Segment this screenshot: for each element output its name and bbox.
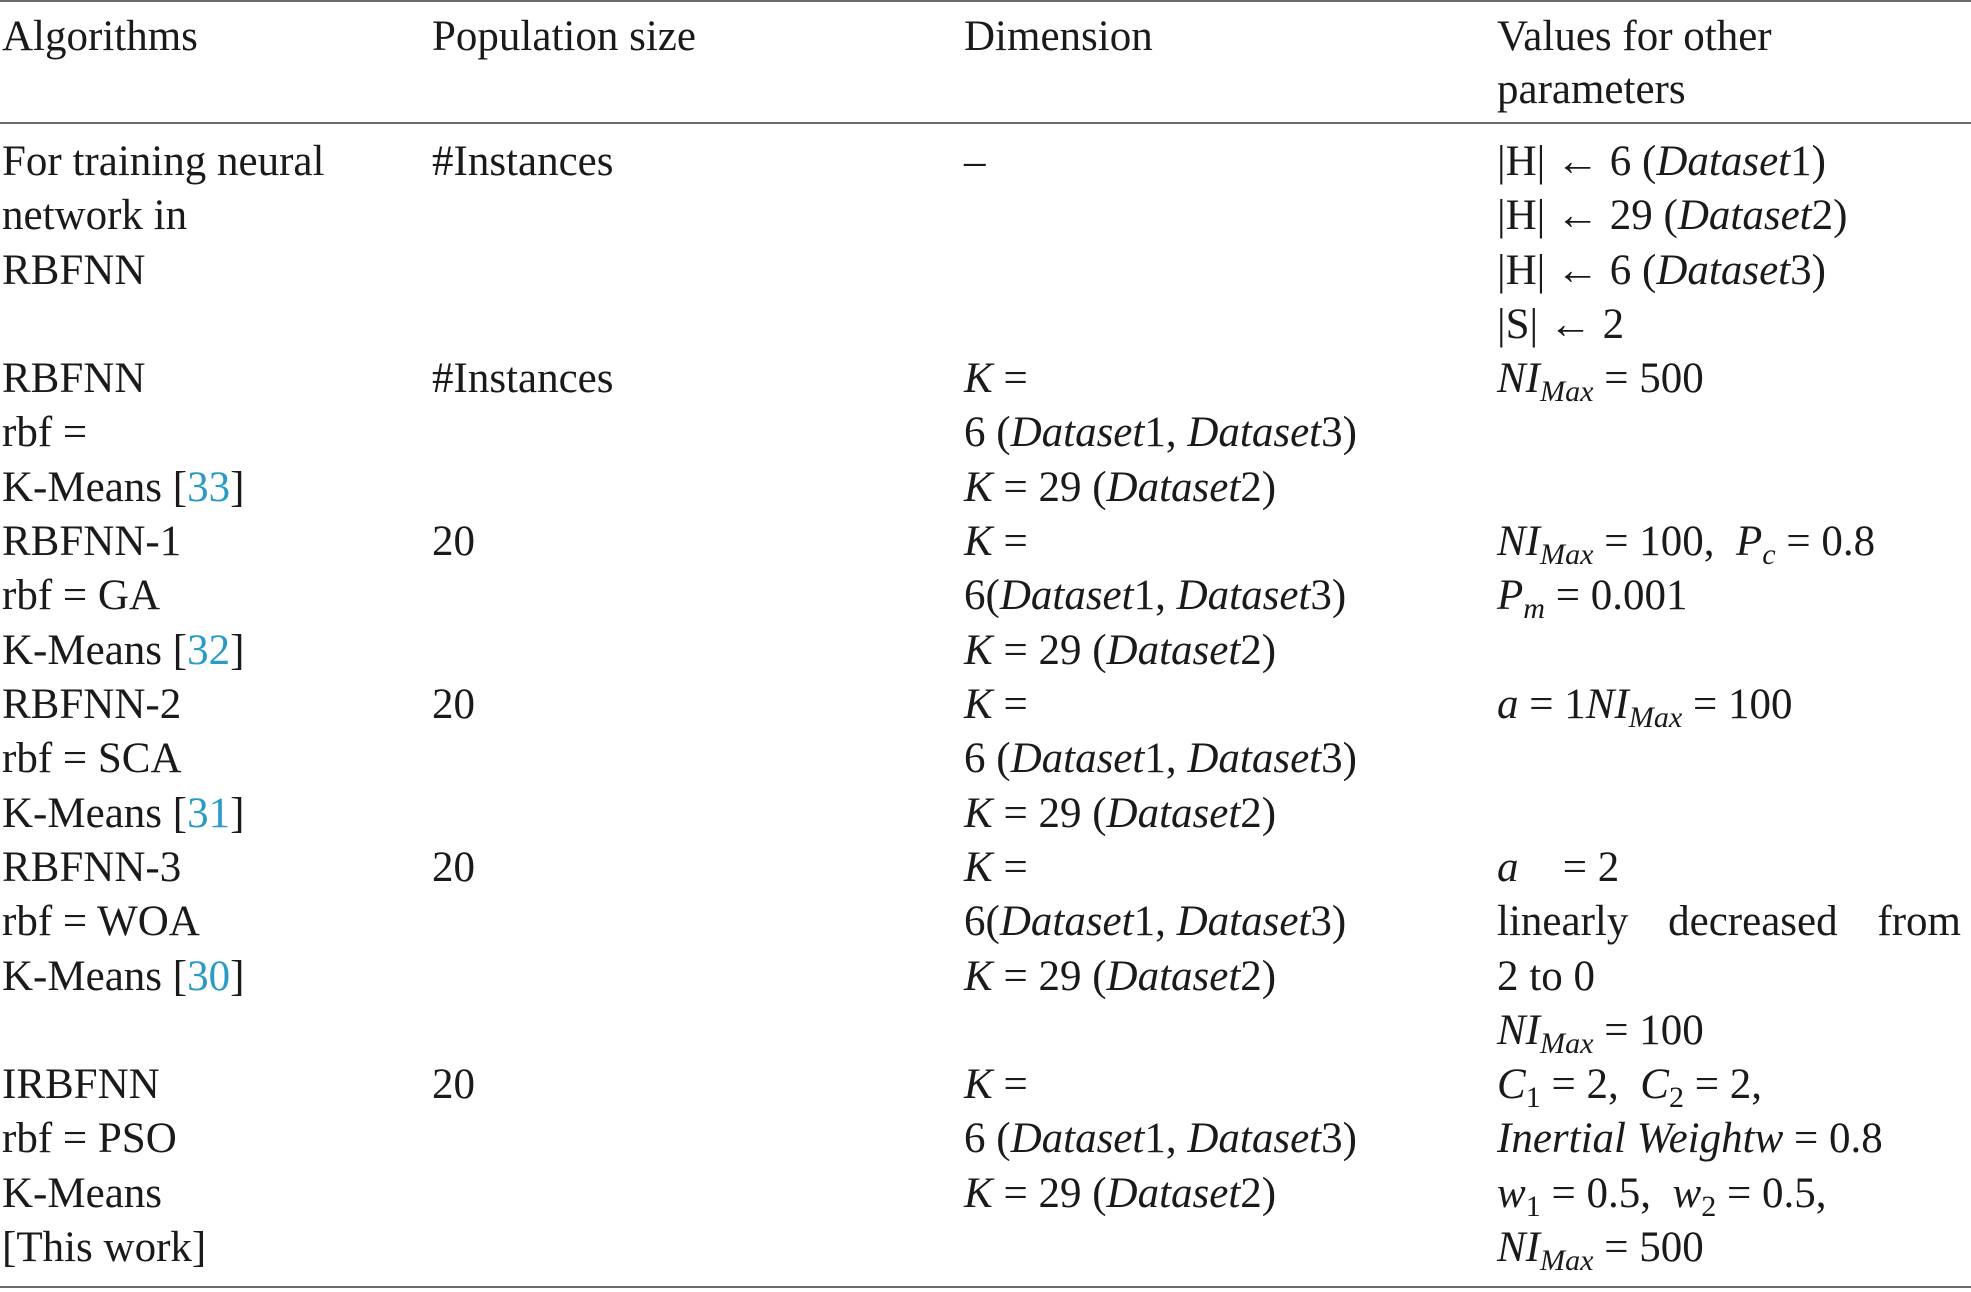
table-top-rule (0, 0, 1971, 2)
alg-line: rbf = PSO (2, 1115, 177, 1163)
alg-line: [This work] (2, 1224, 207, 1272)
population-value: #Instances (432, 138, 614, 185)
dimension-cell: K = 6 (Dataset1, Dataset3) K = 29 (Dataset2) (964, 681, 1357, 837)
values-cell: |H| ← 6 (Dataset1) |H| ← 29 (Dataset2) |H| ← 6 (Dataset3) |S| ← 2 (1497, 138, 1848, 349)
header-values-line1: Values for other (1497, 13, 1772, 60)
citation-link[interactable]: 30 (187, 952, 231, 1000)
alg-line: RBFNN-3 (2, 844, 182, 891)
values-cell: $C_1 = 2$, $C_2 = 2$, Inertial Weightw = 0.8 $w_1 = 0.5$, $w_2 = 0.5$, $NI_{Max} = 500$ (1497, 1061, 1883, 1278)
values-cell: $a = 1NI_{Max} = 100$ (1497, 681, 1793, 735)
dimension-cell: K = 6(Dataset1, Dataset3) K = 29 (Dataset2) (964, 844, 1347, 1000)
dimension-dash: – (964, 138, 986, 185)
population-value: 20 (432, 844, 475, 891)
header-population-size: Population size (432, 13, 696, 60)
alg-line: RBFNN-1 (2, 518, 182, 565)
table-bottom-rule (0, 1286, 1971, 1288)
dimension-cell: K = 6(Dataset1, Dataset3) K = 29 (Dataset2) (964, 518, 1347, 674)
alg-line: For training neural (2, 138, 325, 185)
citation-link[interactable]: 32 (187, 626, 231, 674)
alg-line: rbf = (2, 409, 88, 457)
citation-link[interactable]: 31 (187, 789, 231, 837)
header-dimension: Dimension (964, 13, 1153, 60)
citation-link[interactable]: 33 (187, 463, 231, 511)
alg-line: RBFNN-2 (2, 681, 182, 728)
header-values-line2: parameters (1497, 66, 1686, 113)
values-cell: $NI_{Max} = 500$ (1497, 355, 1704, 409)
population-value: 20 (432, 681, 475, 728)
dimension-cell: K = 6 (Dataset1, Dataset3) K = 29 (Dataset2) (964, 1061, 1357, 1217)
values-cell: a⃗ = 2 linearly decreased from 2 to 0 $NI_{Max} = 100$ (1497, 844, 1961, 1061)
population-value: #Instances (432, 355, 614, 402)
alg-line: rbf = SCA (2, 735, 182, 783)
values-cell: $NI_{Max} = 100$, $P_c = 0.8$ $P_m = 0.001$ (1497, 518, 1876, 626)
alg-line: rbf = GA (2, 572, 160, 620)
table-header-rule (0, 122, 1971, 124)
population-value: 20 (432, 1061, 475, 1108)
header-algorithms: Algorithms (2, 13, 198, 60)
alg-line: network in (2, 192, 188, 240)
population-value: 20 (432, 518, 475, 565)
dimension-cell: K = 6 (Dataset1, Dataset3) K = 29 (Dataset2) (964, 355, 1357, 511)
alg-line: rbf = WOA (2, 898, 200, 946)
alg-line: IRBFNN (2, 1061, 160, 1108)
alg-line: K-Means (2, 1169, 163, 1217)
alg-line: RBFNN (2, 355, 146, 402)
alg-line: RBFNN (2, 246, 146, 294)
